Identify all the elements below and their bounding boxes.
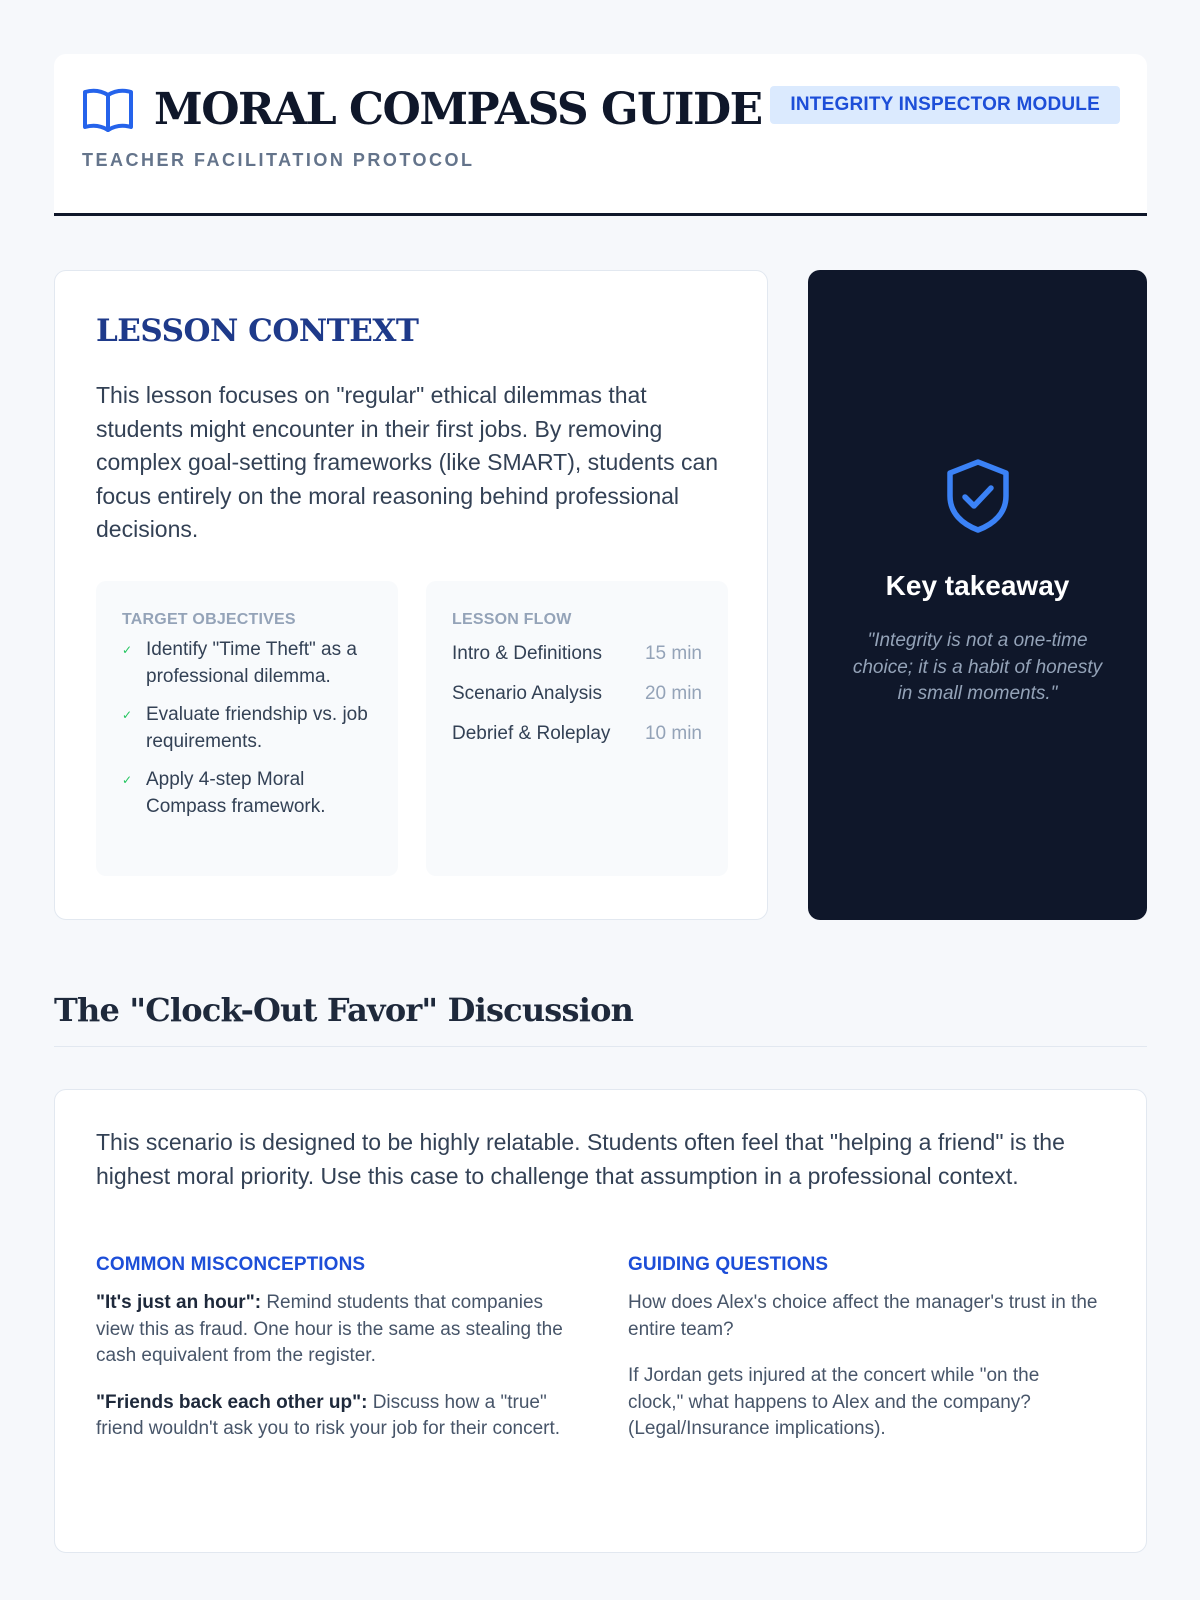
flow-step-name: Scenario Analysis [452, 683, 602, 704]
check-icon: ✓ [122, 773, 133, 787]
guiding-questions-column [628, 1254, 1098, 1443]
list-item [122, 767, 378, 820]
objectives-list [122, 637, 378, 820]
misconceptions-column [96, 1254, 566, 1443]
flow-step-name: Intro & Definitions [452, 643, 602, 664]
flow-row [452, 639, 702, 669]
misconception-lead: "It's just an hour": [96, 1292, 262, 1313]
book-open-icon [82, 87, 134, 133]
objective-text: Identify "Time Theft" as a professional dilemma. [146, 639, 357, 687]
objectives-box [96, 581, 398, 876]
misconceptions-title: COMMON MISCONCEPTIONS [96, 1254, 366, 1275]
list-item [122, 637, 378, 690]
objective-text: Apply 4-step Moral Compass framework. [146, 769, 326, 817]
lesson-flow-box [426, 581, 728, 876]
guide-header [54, 54, 1147, 216]
section-divider [54, 1046, 1147, 1047]
guide-page [54, 54, 1147, 1439]
misconception-item [96, 1290, 566, 1370]
guiding-question: How does Alex's choice affect the manager's trust in the entire team? [628, 1292, 1098, 1340]
lesson-context-card [54, 270, 768, 920]
misconception-item [96, 1390, 566, 1443]
page-subtitle: TEACHER FACILITATION PROTOCOL [82, 150, 475, 170]
flow-step-name: Debrief & Roleplay [452, 723, 611, 744]
context-detail-boxes [96, 581, 729, 876]
flow-step-time: 15 min [644, 643, 702, 664]
flow-row [452, 719, 702, 749]
misconception-text: Discuss how a "true" friend wouldn't ask you to risk your job for their concert. [96, 1391, 561, 1439]
misconception-text: Remind students that companies view this as fraud. One hour is the same as stealing the cash equivalent from the register. [96, 1292, 563, 1366]
key-takeaway-card [808, 270, 1147, 920]
flow-step-time: 20 min [644, 683, 702, 704]
lesson-context-title: LESSON CONTEXT [96, 313, 419, 349]
discussion-intro: This scenario is designed to be highly relatable. Students often feel that "helping a friend" is the highest moral priority. Use this case to challenge that assumption in a professional context. [96, 1129, 1065, 1189]
flow-row [452, 679, 702, 709]
objective-text: Evaluate friendship vs. job requirements. [146, 704, 368, 752]
takeaway-quote: "Integrity is not a one-time choice; it is a habit of honesty in small moments." [852, 630, 1103, 704]
lesson-context-body: This lesson focuses on "regular" ethical dilemmas that students might encounter in their first jobs. By removing complex goal-setting frameworks (like SMART), students can focus entirely on the moral reasoning behind professional decisions. [96, 382, 719, 542]
page-title: MORAL COMPASS GUIDE [154, 84, 762, 135]
top-grid [54, 270, 1147, 920]
misconception-lead: "Friends back each other up": [96, 1391, 368, 1413]
guiding-question: If Jordan gets injured at the concert while "on the clock," what happens to Alex and the company? (Legal/Insurance implications). [628, 1365, 1040, 1439]
takeaway-title: Key takeaway [885, 570, 1070, 601]
lesson-flow-label: LESSON FLOW [452, 611, 572, 628]
check-icon: ✓ [122, 643, 133, 657]
guiding-questions-title: GUIDING QUESTIONS [628, 1254, 829, 1275]
module-badge: INTEGRITY INSPECTOR MODULE [770, 86, 1120, 124]
shield-check-icon [945, 458, 1011, 534]
list-item [122, 702, 378, 755]
check-icon: ✓ [122, 708, 133, 722]
discussion-card [54, 1089, 1147, 1553]
discussion-section-title: The "Clock-Out Favor" Discussion [54, 991, 634, 1029]
objectives-label: TARGET OBJECTIVES [122, 611, 296, 628]
flow-step-time: 10 min [644, 723, 702, 744]
